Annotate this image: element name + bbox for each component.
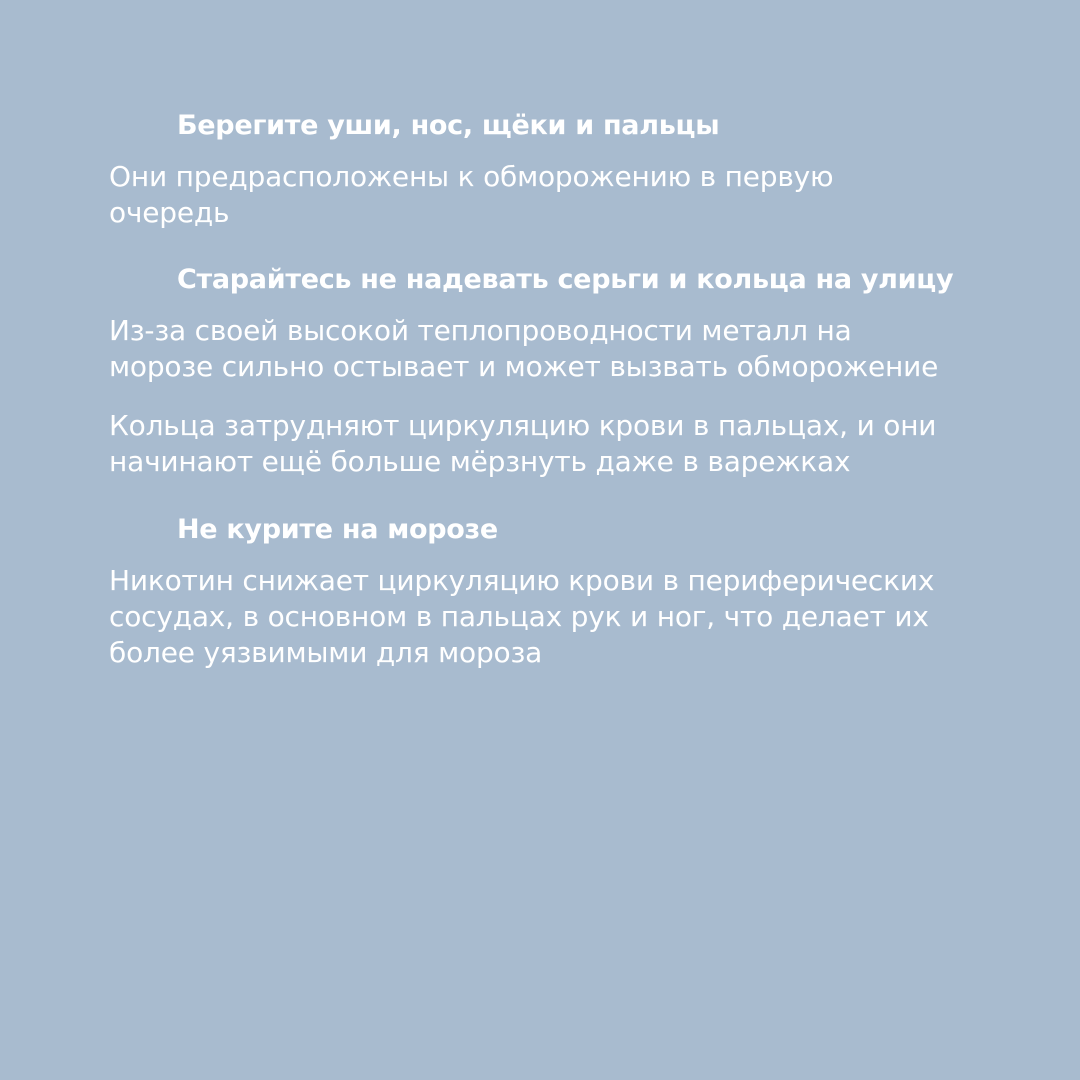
section-heading-no-smoking: Не курите на морозе xyxy=(177,514,498,545)
section-text-rings-circulation xyxy=(109,408,936,480)
section-heading-protect-extremities: Берегите уши, нос, щёки и пальцы xyxy=(177,110,720,141)
text-line: сосудах, в основном в пальцах рук и ног, что делает их xyxy=(109,600,929,633)
text-line: более уязвимыми для мороза xyxy=(109,636,543,669)
text-line: Из-за своей высокой теплопроводности металл на xyxy=(109,314,852,347)
text-line: начинают ещё больше мёрзнуть даже в варежках xyxy=(109,445,851,478)
section-text-nicotine xyxy=(109,563,934,671)
text-line: морозе сильно остывает и может вызвать обморожение xyxy=(109,350,939,383)
section-text-protect-extremities xyxy=(109,159,833,231)
text-line: очередь xyxy=(109,196,230,229)
text-line: Кольца затрудняют циркуляцию крови в пальцах, и они xyxy=(109,409,937,442)
text-line: Никотин снижает циркуляцию крови в периферических xyxy=(109,564,935,597)
text-line: Они предрасположены к обморожению в первую xyxy=(109,160,834,193)
section-text-metal-conductivity xyxy=(109,313,938,385)
section-heading-avoid-jewelry: Старайтесь не надевать серьги и кольца на улицу xyxy=(177,264,954,295)
